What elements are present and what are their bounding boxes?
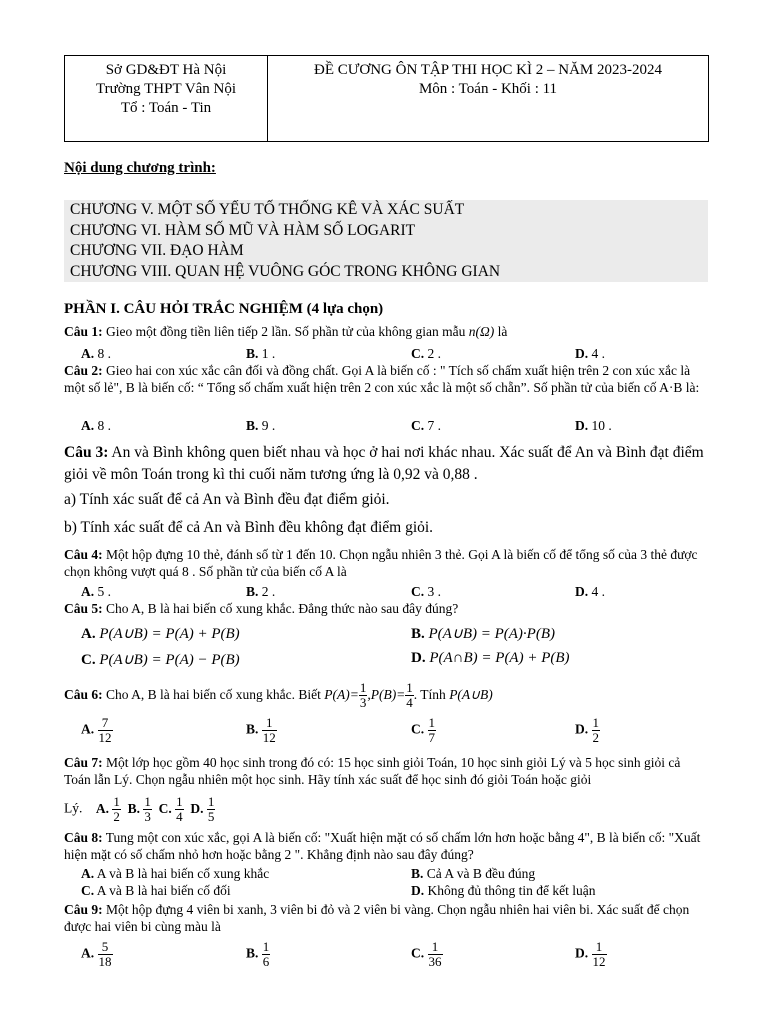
answer-b[interactable]: B. 9 .: [246, 418, 276, 433]
fraction: $\frac{1}{3}$: [359, 680, 367, 711]
header-school-name: Trường THPT Vân Nội: [95, 81, 237, 97]
chapter-list: [64, 200, 708, 282]
question-6: Câu 6: Cho A, B là hai biến cố xung khắc. Biết P(A)= $\frac{1}{3}$ ,P(B)= $\frac{1}{4}$ . Tính P(A∪B): [64, 680, 493, 711]
fraction: $\frac{1}{4}$: [406, 680, 413, 711]
question-label: Câu 7:: [64, 755, 103, 770]
question-text: An và Bình không quen biết nhau và học ở hai nơi khác nhau. Xác suất để An và Bình đạt điểm giỏi về môn Toán trong kì thi cuối năm tương ứng là 0,92 và 0,88 .: [64, 444, 704, 483]
answer-a[interactable]: A. A và B là hai biến cố xung khắc: [81, 866, 270, 881]
answer-d[interactable]: D. P(A∩B) = P(A) + P(B): [411, 650, 570, 666]
answer-a[interactable]: A. 5 .: [81, 584, 111, 599]
question-label: Câu 6:: [64, 687, 103, 702]
question-label: Câu 2:: [64, 363, 103, 378]
answer-a[interactable]: A. 8 .: [81, 418, 111, 433]
chapter-item: CHƯƠNG VI. HÀM SỐ MŨ VÀ HÀM SỐ LOGARIT: [70, 221, 416, 239]
question-text: Gieo hai con xúc xắc cân đối và đồng chất. Gọi A là biến cố : " Tích số chấm xuất hiện trên 2 con xúc xắc là một số lẻ", B là biến cố: “ Tổng số chấm xuất hiện trên 2 con xúc xắc là một số chẵn”. Số phần tử của biến cố A·B là:: [64, 363, 700, 395]
question-label: Câu 5:: [64, 601, 103, 616]
answer-a[interactable]: A. $\frac{1}{2}$: [95, 794, 120, 824]
answer-c[interactable]: C. $\frac{1}{7}$: [411, 715, 435, 745]
question-4: [64, 547, 706, 580]
question-text: Một lớp học gồm 40 học sinh trong đó có: 15 học sinh giỏi Toán, 10 học sinh giỏi Lý và 5 học sinh giỏi cả Toán lẫn Lý. Chọn ngẫu nhiên một học sinh. Hãy tính xác suất để học sinh đó giỏi Toán hoặc giỏi: [64, 755, 681, 787]
question-1: [64, 324, 706, 341]
question-text: Tung một con xúc xắc, gọi A là biến cố: "Xuất hiện mặt có số chấm lớn hơn hoặc bằng 4", B là biến cố: "Xuất hiện mặt có số chấm nhỏ hơn hoặc bằng 2 ". Khẳng định nào sau đây đúng?: [64, 830, 701, 862]
part1-title: PHẦN I. CÂU HỎI TRẮC NGHIỆM (4 lựa chọn): [64, 301, 384, 317]
question-3-part-b: b) Tính xác suất để cả An và Bình đều không đạt điểm giỏi.: [64, 519, 434, 536]
answer-a[interactable]: A. $\frac{5}{18}$: [81, 939, 112, 969]
answer-d[interactable]: D. $\frac{1}{5}$: [190, 794, 215, 824]
question-label: Câu 1:: [64, 324, 103, 339]
answer-c[interactable]: C. P(A∪B) = P(A) − P(B): [81, 652, 240, 668]
chapter-item: CHƯƠNG VII. ĐẠO HÀM: [70, 242, 244, 259]
answer-c[interactable]: C. 3 .: [411, 584, 441, 599]
math-expression: P(A∪B): [449, 687, 493, 702]
header-department: Sở GD&ĐT Hà Nội: [105, 62, 227, 78]
answer-d[interactable]: D. 10 .: [575, 418, 612, 433]
question-text: Cho A, B là hai biến cố xung khắc. Biết: [106, 687, 321, 702]
question-3-part-a: a) Tính xác suất để cả An và Bình đều đạt điểm giỏi.: [64, 491, 390, 508]
question-text: Gieo một đồng tiền liên tiếp 2 lần. Số phần tử của không gian mẫu: [106, 324, 466, 339]
answer-b[interactable]: B. $\frac{1}{12}$: [246, 715, 276, 745]
answer-b[interactable]: B. 1 .: [246, 346, 276, 361]
answer-c[interactable]: C. A và B là hai biến cố đối: [81, 883, 231, 898]
answer-a[interactable]: A. 8 .: [81, 346, 111, 361]
math-expression: n(Ω): [468, 324, 495, 339]
answer-d[interactable]: D. $\frac{1}{12}$: [575, 939, 606, 969]
header-table: [64, 55, 709, 142]
answer-c[interactable]: C. 2 .: [411, 346, 441, 361]
question-5: [64, 601, 706, 618]
answer-a[interactable]: A. P(A∪B) = P(A) + P(B): [81, 626, 240, 642]
answer-b[interactable]: B. $\frac{1}{6}$: [246, 939, 270, 969]
header-subject: Môn : Toán - Khối : 11: [418, 81, 558, 97]
header-group: Tổ : Toán - Tin: [120, 100, 212, 116]
answer-b[interactable]: B. P(A∪B) = P(A)·P(B): [411, 626, 555, 642]
question-text: Một hộp đựng 10 thẻ, đánh số từ 1 đến 10. Chọn ngẫu nhiên 3 thẻ. Gọi A là biến cố để tổng số của 3 thẻ được chọn không vượt quá 8 . Số phần tử của biến cố A là: [64, 547, 698, 579]
question-text: Cho A, B là hai biến cố xung khắc. Đẳng thức nào sau đây đúng?: [106, 601, 459, 616]
question-label: Câu 8:: [64, 830, 103, 845]
chapter-item: CHƯƠNG VIII. QUAN HỆ VUÔNG GÓC TRONG KHÔNG GIAN: [70, 262, 501, 280]
answer-d[interactable]: D. 4 .: [575, 346, 605, 361]
answer-b[interactable]: B. $\frac{1}{3}$: [127, 794, 151, 824]
answer-c[interactable]: C. $\frac{1}{36}$: [411, 939, 442, 969]
header-exam: [268, 56, 708, 141]
answer-b[interactable]: B. 2 .: [246, 584, 276, 599]
question-9: [64, 902, 706, 935]
header-school: [65, 56, 268, 141]
answer-b[interactable]: B. Cả A và B đều đúng: [411, 866, 536, 881]
answer-a[interactable]: A. $\frac{7}{12}$: [81, 715, 112, 745]
answer-c[interactable]: C. $\frac{1}{4}$: [158, 794, 183, 824]
answer-d[interactable]: D. 4 .: [575, 584, 605, 599]
question-3: [64, 442, 706, 486]
question-label: Câu 4:: [64, 547, 103, 562]
question-8: [64, 830, 706, 863]
question-label: Câu 9:: [64, 902, 103, 917]
question-text: Một hộp đựng 4 viên bi xanh, 3 viên bi đỏ và 2 viên bi vàng. Chọn ngẫu nhiên hai viên bi. Xác suất để chọn được hai viên bi cùng màu là: [64, 902, 690, 934]
question-text-tail: là: [497, 324, 508, 339]
question-2: [64, 363, 706, 396]
header-exam-title: ĐỀ CƯƠNG ÔN TẬP THI HỌC KÌ 2 – NĂM 2023-2024: [313, 62, 663, 78]
chapter-item: CHƯƠNG V. MỘT SỐ YẾU TỐ THỐNG KÊ VÀ XÁC SUẤT: [70, 201, 465, 218]
answer-d[interactable]: D. $\frac{1}{2}$: [575, 715, 599, 745]
answer-d[interactable]: D. Không đủ thông tin để kết luận: [411, 883, 596, 898]
content-title: Nội dung chương trình:: [64, 160, 216, 176]
question-7-answers: Lý. A. $\frac{1}{2}$ B. $\frac{1}{3}$ C. $\frac{1}{4}$ D. $\frac{1}{5}$: [64, 794, 215, 824]
question-7: [64, 755, 706, 788]
answer-c[interactable]: C. 7 .: [411, 418, 441, 433]
question-label: Câu 3:: [64, 444, 109, 461]
math-expression: P(A)=: [324, 687, 359, 702]
